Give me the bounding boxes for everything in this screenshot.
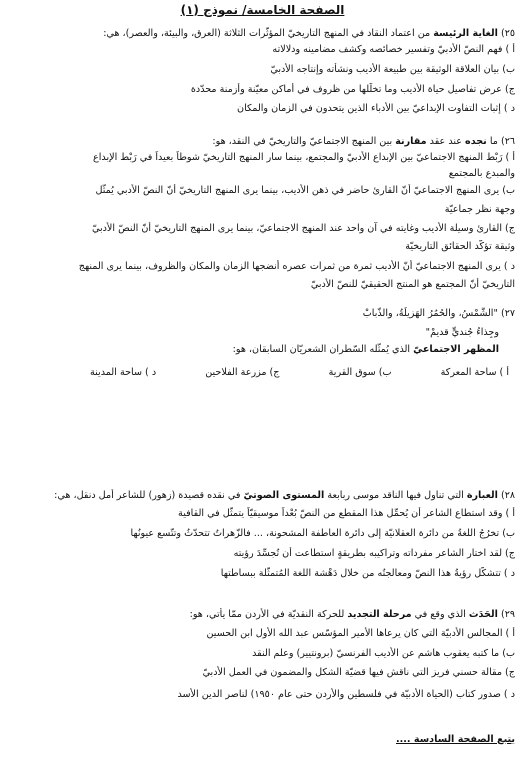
option-b: ب) تخرُجُ اللغةُ من دائرة العقلانيّة إلى دائرة العاطفة المشحونة، ... فالزّهراتُ تتحدّثُ وتتّسع عيونُها <box>130 528 515 539</box>
question-26-stem <box>10 135 515 148</box>
stem-text: ما <box>486 136 501 147</box>
option-a-line1: أ ) رَبْط المنهج الاجتماعيّ بين الإبداع الأدبيّ والمجتمع، بينما سار المنهج التاريخيّ شوطاً بعيداً في رَبْط الإبداع <box>93 152 515 163</box>
option-c: ج) مزرعة الفلاحين <box>205 367 280 378</box>
stem-text: بين المنهج الاجتماعيّ والتاريخيّ في النقد، هو: <box>212 136 396 147</box>
question-number: ٢٩) <box>500 609 515 620</box>
keyword: المظهر الاجتماعيّ <box>413 344 499 355</box>
option-b: ب) ما كتبه يعقوب هاشم عن الأديب الفرنسيّ (برونتيير) وعلم النقد <box>252 648 515 659</box>
question-number: ٢٧) <box>500 308 515 319</box>
keyword: مقارنة <box>395 136 427 147</box>
keyword: مرحلة التجديد <box>347 609 412 620</box>
question-27-options <box>10 366 515 379</box>
verse-line: "الشَّمْسُ، والحُمُرُ الهَزيلَةُ، والذُّبابْ <box>362 308 498 319</box>
question-27-verse2: وجِذاءُ جُنديٍّ قديمْ" <box>425 327 499 338</box>
question-number: ٢٥) <box>500 28 515 39</box>
option-c-line2: وثيقة تؤكّد الحقائق التاريخيّة <box>405 241 515 252</box>
option-c-line1: ج) القارئ وسيلة الأديب وغايته في آن واحد عند المنهج الاجتماعيّ، بينما يرى المنهج التاريخيّ أنّ النصّ الأدبيّ <box>91 223 515 234</box>
stem-text: الذي وقع في <box>411 609 469 620</box>
option-d-line1: د ) يرى المنهج الاجتماعيّ أنّ الأديب ثمرة من ثمرات عصره أنضجها الزمان والمكان والظروف، بينما يرى المنهج <box>78 261 515 272</box>
keyword: الحَدَث <box>468 609 498 620</box>
option-c: ج) لقد اختار الشاعر مفرداته وتراكيبه بطريقةٍ استطاعت أن تُجسِّدَ رؤيته <box>233 548 515 559</box>
option-d: د ) صدور كتاب (الحياة الأدبيّة في فلسطين والأردن حتى عام ١٩٥٠) لناصر الدين الأسد <box>177 689 515 700</box>
option-d-line2: التاريخيّ أنّ المجتمع هو المنتج الحقيقيّ للنصّ الأدبيّ <box>310 279 515 290</box>
stem-text: للحركة النقديّة في الأردن ممّا يأتي، هو: <box>189 609 348 620</box>
keyword: العبارة <box>466 490 498 501</box>
option-c: ج) عرض تفاصيل حياة الأديب وما تخلّلها من ظروف في أماكن معيّنة وأزمنة محدّدة <box>190 84 515 95</box>
option-b: ب) بيان العلاقة الوثيقة بين طبيعة الأديب ونشأته وإنتاجه الأدبيّ <box>270 64 515 75</box>
question-25-stem <box>10 27 515 40</box>
question-number: ٢٦) <box>500 136 515 147</box>
keyword: المستوى الصوتيّ <box>243 490 325 501</box>
option-a: أ ) المجالس الأدبيّة التي كان يرعاها الأمير المؤسّس عبد الله الأول ابن الحسين <box>206 628 515 639</box>
option-d: د ) إثبات التفاوت الإبداعيّ بين الأدباء الذين يتحدون في الزمان والمكان <box>237 103 515 114</box>
stem-text: التي تناول فيها الناقد موسى ربابعة <box>324 490 467 501</box>
keyword: نجده <box>465 136 487 147</box>
stem-text: في نقده قصيدة (زهور) للشاعر أمل دنقل، هي: <box>54 490 244 501</box>
option-a: أ ) فهم النصّ الأدبيّ وتفسير خصائصه وكشف مضامينه ودلالاته <box>272 44 515 55</box>
page-title: الصفحة الخامسة/ نموذج (١) <box>180 3 345 17</box>
question-29-stem <box>10 608 515 621</box>
stem-text: عند عقد <box>426 136 466 147</box>
question-number: ٢٨) <box>500 490 515 501</box>
continuation-note: يتبع الصفحة السادسة .... <box>396 734 515 745</box>
question-28-stem <box>10 489 515 502</box>
question-27-stem <box>10 343 499 356</box>
stem-text: الذي يُمثّله السّطران الشعريّان السابقان، هو: <box>232 344 414 355</box>
keyword: الغاية الرئيسة <box>433 28 498 39</box>
option-d: د ) تتشكّل رؤيةُ هذا النصّ ومعالجتُه من خلال دَهْشة اللغة المُتمثّلة ببساطتها <box>220 568 515 579</box>
option-a-line2: والمبدع بالمجتمع <box>448 168 515 179</box>
option-b-line2: وجهة نظر جماعيّة <box>444 204 515 215</box>
option-a: أ ) ساحة المعركة <box>440 367 509 378</box>
option-d: د ) ساحة المدينة <box>90 367 157 378</box>
option-b-line1: ب) يرى المنهج الاجتماعيّ أنّ القارئ حاضر في ذهن الأديب، بينما يرى المنهج التاريخيّ أنّ النصّ الأدبي يُمثّل <box>95 185 515 196</box>
option-b: ب) سوق القرية <box>328 367 392 378</box>
stem-text: من اعتماد النقاد في المنهج التاريخيّ المؤثّرات الثلاثة (العرق، والبيئة، والعصر)، هي: <box>103 28 434 39</box>
option-c: ج) مقالة حسني فريز التي ناقش فيها قضيّة الشكل والمضمون في العمل الأدبيّ <box>202 667 515 678</box>
question-27-verse1 <box>10 307 515 320</box>
option-a: أ ) وقد استطاع الشاعر أن يُحمِّل هذا المقطع من النصّ بُعْداً موسيقيّاً يتمثّل في القافية <box>178 508 515 519</box>
